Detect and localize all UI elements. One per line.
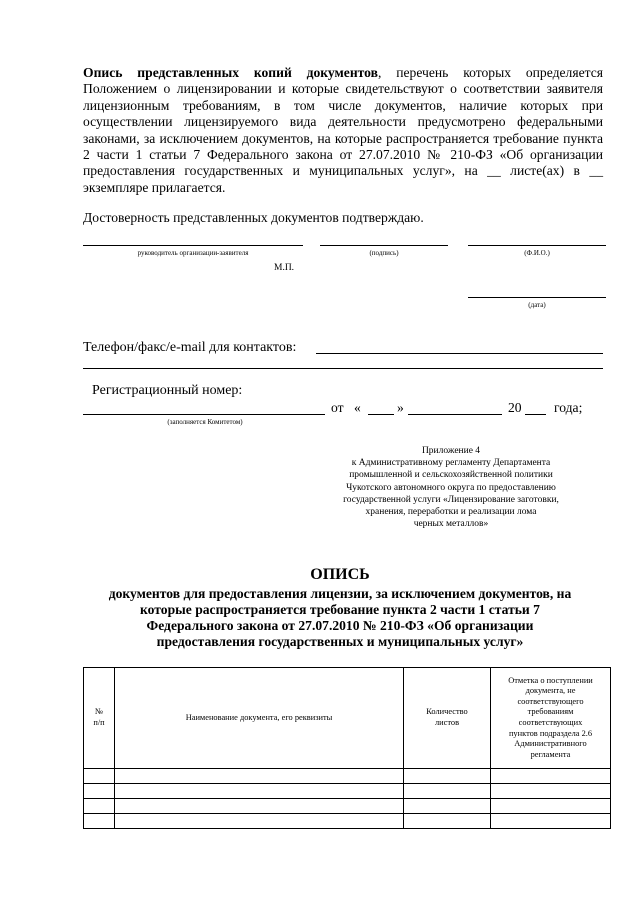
registration-quote-close: » xyxy=(397,400,404,415)
inventory-table xyxy=(83,667,611,829)
title-sub-line-2: которые распространяется требование пункта 2 части 1 статьи 7 xyxy=(140,602,540,617)
table-row xyxy=(84,814,611,829)
table-row xyxy=(84,799,611,814)
cell-number[interactable] xyxy=(84,814,115,829)
table-row xyxy=(84,769,611,784)
header-number xyxy=(84,668,115,769)
title-sub-line-1: документов для предоставления лицензии, за исключением документов, на xyxy=(108,586,572,601)
title-sub xyxy=(60,586,620,650)
cell-mark[interactable] xyxy=(491,784,611,799)
date-line xyxy=(468,297,606,298)
registration-year-prefix: 20 xyxy=(508,400,522,415)
header-name: Наименование документа, его реквизиты xyxy=(115,668,404,769)
header-quantity xyxy=(404,668,491,769)
intro-text: , перечень которых определяется Положением о лицензировании и которые свидетельствуют о соответствии заявителя лицензионным требованиям, в том числе документов, наличие которых при осуществлении лицензируемого вида деятельности предусмотрено федеральными законами, за исключением документов, на которые распространяется требование пункта 2 части 1 статьи 7 Федерального закона от 27.07.2010 № 210-ФЗ «Об организации предоставления государственных и муниципальных услуг», на __ листе(ах) в __ экземпляре прилагается. xyxy=(83,65,603,195)
cell-mark[interactable] xyxy=(491,769,611,784)
header-mark-line-4: требованиям xyxy=(527,707,574,717)
stamp-label: М.П. xyxy=(274,263,295,273)
registration-day-line[interactable] xyxy=(368,414,394,415)
header-mark-line-3: соответствующего xyxy=(517,696,584,706)
intro-paragraph xyxy=(83,65,603,196)
title-sub-line-3: Федерального закона от 27.07.2010 № 210-ФЗ «Об организации xyxy=(146,618,534,633)
header-number-line-1: № xyxy=(95,707,103,717)
cell-quantity[interactable] xyxy=(404,769,491,784)
head-signature-line xyxy=(83,245,303,246)
appendix-line-6: хранения, переработки и реализации лома xyxy=(365,507,537,518)
confirm-text: Достоверность представленных документов подтверждаю. xyxy=(83,210,424,225)
header-mark-line-6: пунктов подраздела 2.6 xyxy=(508,728,593,738)
cell-number[interactable] xyxy=(84,799,115,814)
caption-fio: (Ф.И.О.) xyxy=(524,249,550,257)
title-main: ОПИСЬ xyxy=(310,566,370,583)
appendix-line-1: Приложение 4 xyxy=(421,446,481,456)
caption-sign: (подпись) xyxy=(369,249,399,257)
header-mark-line-5: соответствующих xyxy=(518,718,583,727)
registration-number-line[interactable] xyxy=(83,414,325,415)
cell-name[interactable] xyxy=(115,799,404,814)
cell-name[interactable] xyxy=(115,814,404,829)
registration-label: Регистрационный номер: xyxy=(92,383,243,398)
registration-year-suffix: года; xyxy=(554,400,583,415)
cell-number[interactable] xyxy=(84,784,115,799)
registration-from: от xyxy=(331,400,344,415)
cell-mark[interactable] xyxy=(491,799,611,814)
header-quantity-line-2: листов xyxy=(434,718,460,727)
appendix-line-5: государственной услуги «Лицензирование заготовки, xyxy=(343,494,559,505)
contacts-line-2[interactable] xyxy=(83,368,603,369)
header-quantity-line-1: Количество xyxy=(426,707,468,717)
intro-lead: Опись представленных копий документов xyxy=(83,65,378,80)
header-mark xyxy=(491,668,611,769)
fio-line xyxy=(468,245,606,246)
cell-number[interactable] xyxy=(84,769,115,784)
registration-month-line[interactable] xyxy=(408,414,502,415)
cell-mark[interactable] xyxy=(491,814,611,829)
contacts-label: Телефон/факс/e-mail для контактов: xyxy=(83,340,297,355)
caption-head: руководитель организации-заявителя xyxy=(137,249,249,257)
registration-year-line[interactable] xyxy=(525,414,546,415)
header-mark-line-1: Отметка о поступлении xyxy=(508,675,593,685)
registration-quote-open: « xyxy=(354,400,361,415)
table-header-row xyxy=(84,668,611,769)
sign-line xyxy=(320,245,448,246)
contacts-line-1[interactable] xyxy=(316,353,603,354)
appendix-block xyxy=(296,445,606,530)
caption-date: (дата) xyxy=(528,301,546,309)
caption-registration: (заполняется Комитетом) xyxy=(167,418,243,426)
header-number-line-2: п/п xyxy=(93,718,105,727)
appendix-line-4: Чукотского автономного округа по предоставлению xyxy=(346,482,556,493)
cell-quantity[interactable] xyxy=(404,784,491,799)
appendix-line-2: к Административному регламенту Департамента xyxy=(351,458,551,469)
header-mark-line-2: документа, не xyxy=(525,686,576,696)
cell-name[interactable] xyxy=(115,769,404,784)
cell-name[interactable] xyxy=(115,784,404,799)
cell-quantity[interactable] xyxy=(404,814,491,829)
header-mark-line-8: регламента xyxy=(530,749,571,759)
title-sub-line-4: предоставления государственных и муниципальных услуг» xyxy=(156,634,524,649)
appendix-line-7: черных металлов» xyxy=(413,519,489,530)
cell-quantity[interactable] xyxy=(404,799,491,814)
appendix-line-3: промышленной и сельскохозяйственной политики xyxy=(349,470,553,481)
table-row xyxy=(84,784,611,799)
header-mark-line-7: Административного xyxy=(514,739,587,749)
